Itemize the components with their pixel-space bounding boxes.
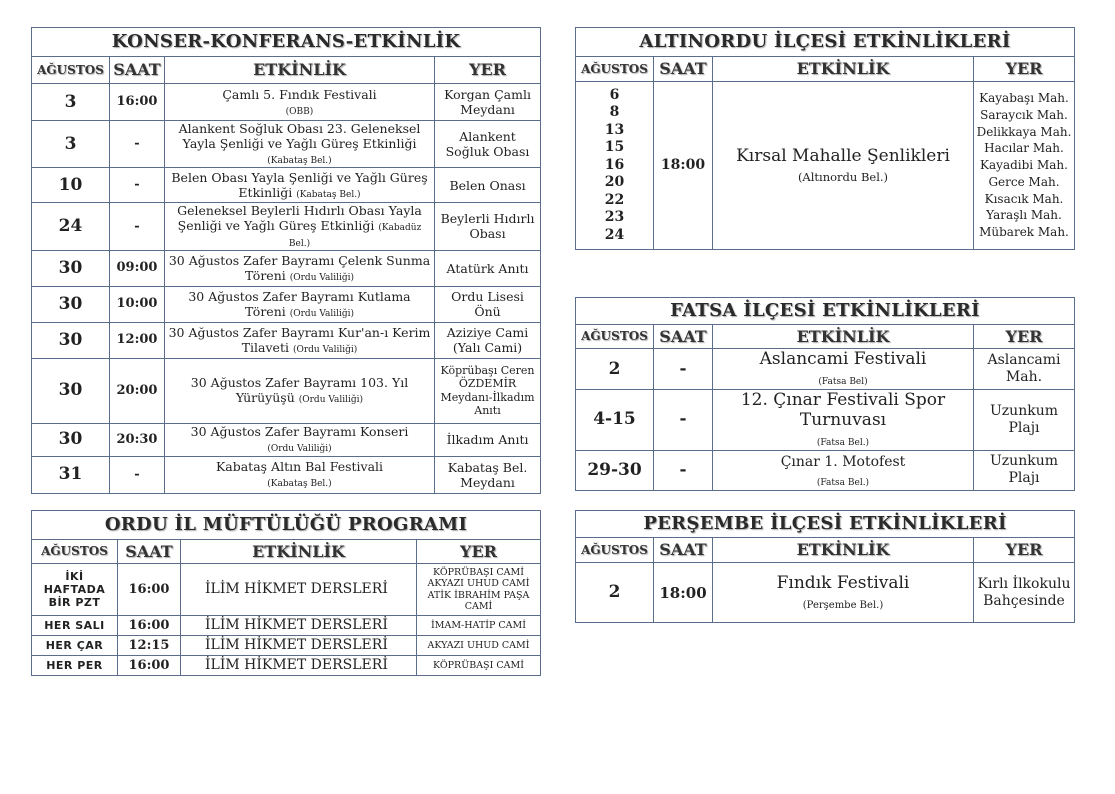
mufti-title: ORDU İL MÜFTÜLÜĞÜ PROGRAMI — [32, 511, 541, 540]
mufti-table — [31, 510, 541, 676]
row-time: 16:00 — [118, 656, 181, 676]
event-text: 12. Çınar Festivali Spor Turnuvası — [740, 389, 946, 430]
table-row — [32, 250, 541, 286]
event-text: Kırsal Mahalle Şenlikleri — [736, 145, 950, 166]
row-time: 12:00 — [110, 322, 165, 358]
row-day: İKİ HAFTADA BİR PZT — [32, 564, 118, 616]
row-place: Uzunkum Plajı — [974, 450, 1075, 490]
table-row — [32, 358, 541, 423]
table-row — [32, 636, 541, 656]
row-event — [165, 456, 435, 493]
row-event — [713, 563, 974, 623]
place-list — [974, 82, 1075, 250]
date-item: 16 — [604, 156, 625, 173]
row-time: 18:00 — [654, 82, 713, 250]
row-event — [165, 168, 435, 203]
row-day: HER PER — [32, 656, 118, 676]
row-day: 2 — [576, 563, 654, 623]
table-row — [32, 656, 541, 676]
table-row — [32, 286, 541, 322]
fatsa-table — [575, 297, 1075, 491]
row-day: 30 — [32, 423, 110, 456]
place-item: Mübarek Mah. — [979, 225, 1069, 240]
row-day: 30 — [32, 286, 110, 322]
header-event: ETKİNLİK — [165, 57, 435, 84]
row-event — [713, 82, 974, 250]
row-day: 2 — [576, 349, 654, 390]
place-item: Gerce Mah. — [988, 174, 1060, 189]
place-item: Hacılar Mah. — [984, 141, 1064, 156]
event-text: Belen Obası Yayla Şenliği ve Yağlı Güreş Etkinliği — [171, 169, 428, 200]
row-day: 31 — [32, 456, 110, 493]
row-place: KÖPRÜBAŞI CAMİ — [417, 656, 541, 676]
fatsa-title: FATSA İLÇESİ ETKİNLİKLERİ — [576, 298, 1075, 325]
row-place: Beylerli Hıdırlı Obası — [435, 203, 541, 251]
row-event: İLİM HİKMET DERSLERİ — [181, 616, 417, 636]
row-place: Uzunkum Plajı — [974, 389, 1075, 450]
row-place: İlkadım Anıtı — [435, 423, 541, 456]
event-text: 30 Ağustos Zafer Bayramı Konseri — [190, 424, 409, 440]
header-place: YER — [435, 57, 541, 84]
row-event — [165, 322, 435, 358]
table-row — [576, 82, 1075, 250]
row-place: İMAM-HATİP CAMİ — [417, 616, 541, 636]
row-time: 16:00 — [118, 616, 181, 636]
event-org: (Ordu Valiliği) — [289, 272, 355, 283]
row-time: 20:30 — [110, 423, 165, 456]
header-date: AĞUSTOS — [576, 325, 654, 349]
event-text: 30 Ağustos Zafer Bayramı Kutlama Töreni — [188, 288, 411, 319]
table-row — [32, 423, 541, 456]
event-org: (Perşembe Bel.) — [802, 600, 884, 612]
event-org: (Fatsa Bel) — [818, 377, 868, 388]
date-item: 6 — [609, 86, 620, 103]
table-row — [32, 564, 541, 616]
row-event — [165, 121, 435, 168]
table-row — [32, 456, 541, 493]
table-row — [32, 616, 541, 636]
event-text: Kabataş Altın Bal Festivali — [215, 459, 384, 475]
place-item: Kayadibi Mah. — [980, 158, 1068, 173]
row-time: - — [654, 450, 713, 490]
row-place: AKYAZI UHUD CAMİ — [417, 636, 541, 656]
konser-table — [31, 27, 541, 494]
event-text: Çamlı 5. Fındık Festivali — [222, 86, 377, 102]
event-org: (Ordu Valiliği) — [267, 444, 332, 455]
row-event — [165, 203, 435, 251]
row-time: - — [110, 168, 165, 203]
event-org: (Fatsa Bel.) — [816, 478, 870, 489]
header-date: AĞUSTOS — [576, 57, 654, 82]
row-event: İLİM HİKMET DERSLERİ — [181, 636, 417, 656]
header-time: SAAT — [654, 325, 713, 349]
row-time: 09:00 — [110, 250, 165, 286]
row-place: Aslancami Mah. — [974, 349, 1075, 390]
event-org: (Ordu Valiliği) — [289, 308, 355, 319]
event-org: (Kabataş Bel.) — [267, 479, 332, 490]
event-org: (Altınordu Bel.) — [797, 170, 889, 185]
row-day: HER ÇAR — [32, 636, 118, 656]
row-time: 16:00 — [110, 84, 165, 121]
row-day: 10 — [32, 168, 110, 203]
table-row — [32, 168, 541, 203]
row-time: 16:00 — [118, 564, 181, 616]
event-org: (Ordu Valiliği) — [298, 395, 364, 406]
row-event: İLİM HİKMET DERSLERİ — [181, 564, 417, 616]
table-row — [576, 349, 1075, 390]
row-day: HER SALI — [32, 616, 118, 636]
event-org: (Ordu Valiliği) — [292, 344, 358, 355]
table-row — [576, 450, 1075, 490]
row-day: 29-30 — [576, 450, 654, 490]
table-row — [32, 121, 541, 168]
event-text: Geleneksel Beylerli Hıdırlı Obası Yayla Şenliği ve Yağlı Güreş Etkinliği — [177, 203, 422, 233]
header-place: YER — [974, 325, 1075, 349]
date-list — [576, 82, 654, 250]
header-place: YER — [417, 540, 541, 564]
row-event — [165, 84, 435, 121]
table-row — [32, 322, 541, 358]
date-item: 23 — [604, 209, 625, 226]
place-item: Delikkaya Mah. — [976, 124, 1072, 139]
altinordu-table — [575, 27, 1075, 250]
table-row — [32, 84, 541, 121]
row-time: 12:15 — [118, 636, 181, 656]
row-time: 18:00 — [654, 563, 713, 623]
header-time: SAAT — [654, 538, 713, 563]
row-event — [165, 358, 435, 423]
header-time: SAAT — [110, 57, 165, 84]
persembe-title: PERŞEMBE İLÇESİ ETKİNLİKLERİ — [576, 511, 1075, 538]
table-row — [576, 389, 1075, 450]
row-place: Korgan Çamlı Meydanı — [435, 84, 541, 121]
event-org: (Fatsa Bel.) — [816, 438, 870, 449]
header-event: ETKİNLİK — [713, 325, 974, 349]
header-date: AĞUSTOS — [32, 57, 110, 84]
header-place: YER — [974, 57, 1075, 82]
row-event — [165, 250, 435, 286]
event-text: 30 Ağustos Zafer Bayramı Kur'an-ı Kerim Tilaveti — [168, 324, 431, 355]
row-day: 30 — [32, 250, 110, 286]
row-time: 10:00 — [110, 286, 165, 322]
persembe-table — [575, 510, 1075, 623]
place-item: Kayabaşı Mah. — [979, 90, 1069, 105]
date-item: 15 — [604, 139, 625, 156]
date-item: 8 — [609, 104, 620, 121]
table-row — [32, 203, 541, 251]
header-event: ETKİNLİK — [181, 540, 417, 564]
row-day: 4-15 — [576, 389, 654, 450]
place-item: Saraycık Mah. — [980, 107, 1068, 122]
event-org: (Kabataş Bel.) — [267, 156, 332, 167]
header-date: AĞUSTOS — [576, 538, 654, 563]
row-day: 3 — [32, 121, 110, 168]
row-time: 20:00 — [110, 358, 165, 423]
row-event — [713, 389, 974, 450]
konser-title: KONSER-KONFERANS-ETKİNLİK — [32, 28, 541, 57]
row-place: Ordu Lisesi Önü — [435, 286, 541, 322]
date-item: 20 — [604, 174, 625, 191]
row-place: KÖPRÜBAŞI CAMİ AKYAZI UHUD CAMİ ATİK İBRAHİM PAŞA CAMİ — [417, 564, 541, 616]
row-place: Belen Onası — [435, 168, 541, 203]
event-text: Çınar 1. Motofest — [780, 453, 906, 470]
row-place: Köprübaşı Ceren ÖZDEMİR Meydanı-İlkadım Anıtı — [435, 358, 541, 423]
header-event: ETKİNLİK — [713, 538, 974, 563]
row-time: - — [654, 389, 713, 450]
header-date: AĞUSTOS — [32, 540, 118, 564]
date-item: 24 — [604, 226, 625, 243]
table-row — [576, 563, 1075, 623]
place-item: Kısacık Mah. — [984, 191, 1064, 206]
event-text: Alankent Soğluk Obası 23. Geleneksel Yayla Şenliği ve Yağlı Güreş Etkinliği — [178, 121, 421, 152]
row-place: Atatürk Anıtı — [435, 250, 541, 286]
row-time: - — [654, 349, 713, 390]
event-org: (OBB) — [285, 106, 314, 117]
row-event — [713, 450, 974, 490]
event-org: (Kabataş Bel.) — [296, 189, 361, 200]
row-place: Kırlı İlkokulu Bahçesinde — [974, 563, 1075, 623]
row-time: - — [110, 203, 165, 251]
row-place: Aziziye Cami (Yalı Cami) — [435, 322, 541, 358]
event-text: 30 Ağustos Zafer Bayramı Çelenk Sunma Töreni — [168, 252, 431, 283]
event-text: Fındık Festivali — [776, 572, 910, 593]
row-day: 30 — [32, 322, 110, 358]
event-text: Aslancami Festivali — [759, 349, 927, 369]
row-day: 24 — [32, 203, 110, 251]
header-time: SAAT — [654, 57, 713, 82]
row-day: 3 — [32, 84, 110, 121]
row-time: - — [110, 456, 165, 493]
row-event — [713, 349, 974, 390]
row-event — [165, 423, 435, 456]
event-text: 30 Ağustos Zafer Bayramı 103. Yıl Yürüyüşü — [190, 375, 409, 406]
row-event — [165, 286, 435, 322]
date-item: 22 — [604, 191, 625, 208]
date-item: 13 — [604, 121, 625, 138]
row-place: Kabataş Bel. Meydanı — [435, 456, 541, 493]
event-org: (Kabadüz Bel.) — [288, 223, 422, 249]
header-time: SAAT — [118, 540, 181, 564]
place-item: Yaraşlı Mah. — [986, 208, 1062, 223]
row-day: 30 — [32, 358, 110, 423]
header-place: YER — [974, 538, 1075, 563]
row-event: İLİM HİKMET DERSLERİ — [181, 656, 417, 676]
header-event: ETKİNLİK — [713, 57, 974, 82]
row-time: - — [110, 121, 165, 168]
altinordu-title: ALTINORDU İLÇESİ ETKİNLİKLERİ — [576, 28, 1075, 57]
row-place: Alankent Soğluk Obası — [435, 121, 541, 168]
